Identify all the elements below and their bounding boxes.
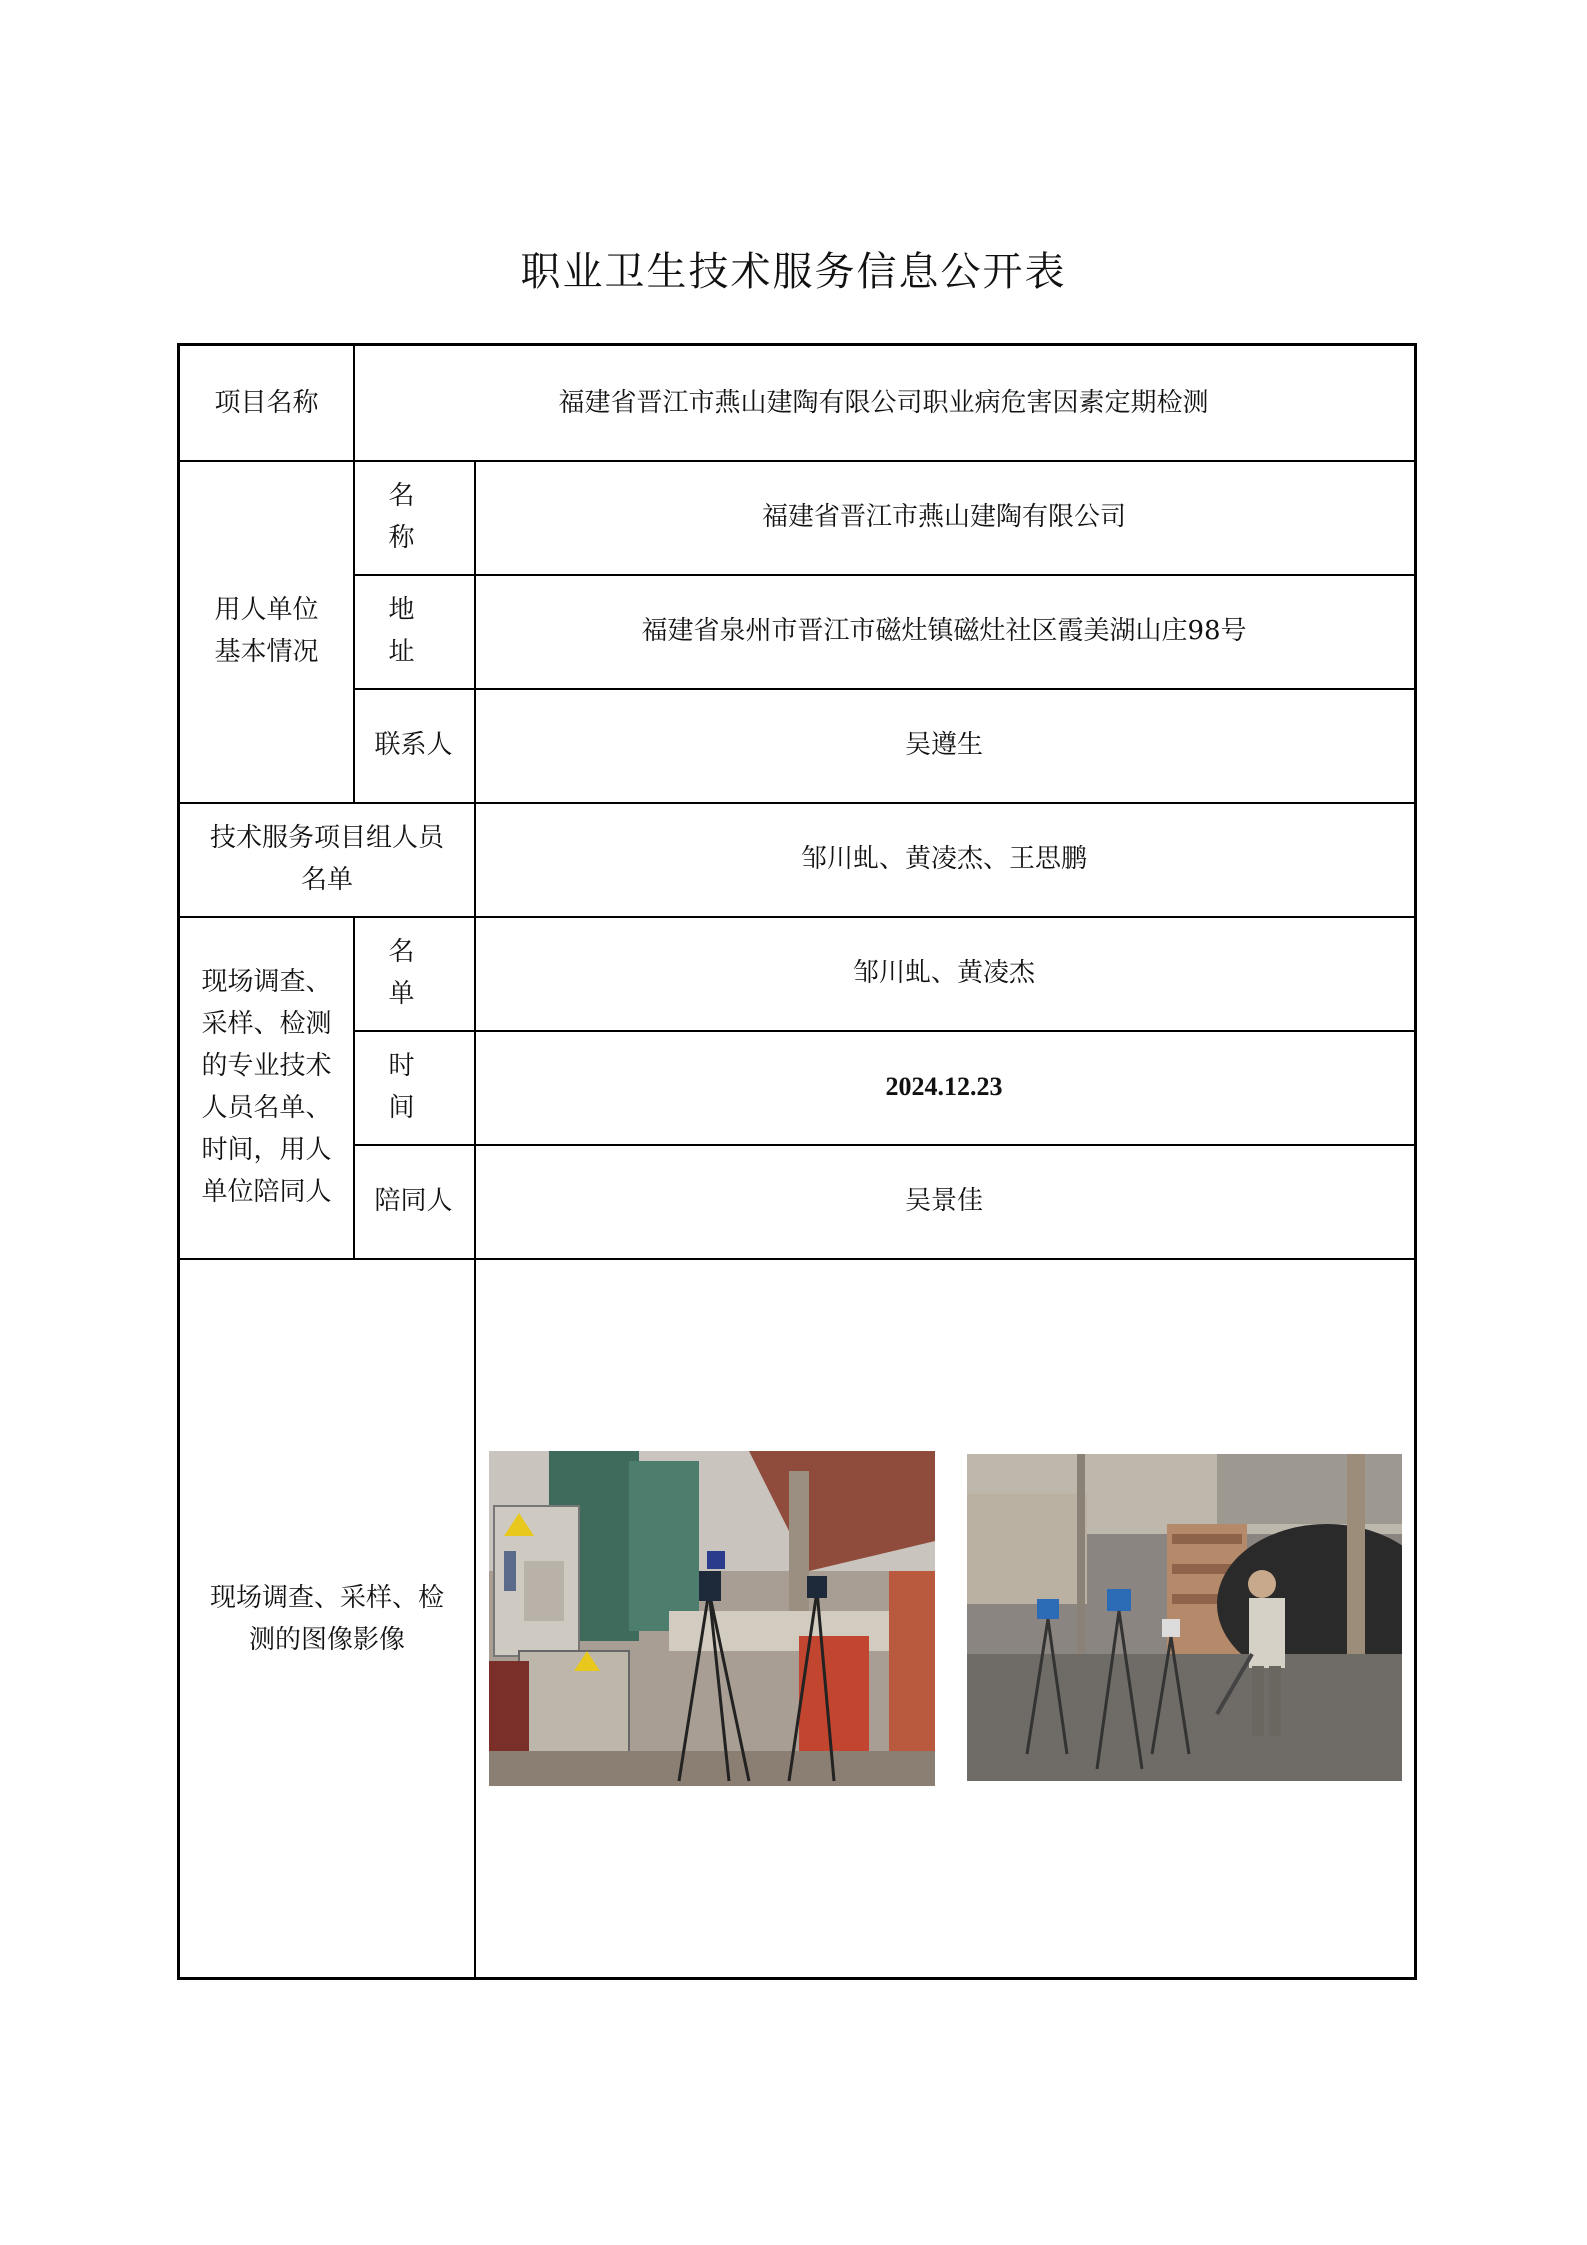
team-label — [180, 802, 474, 916]
project-name-value: 福建省晋江市燕山建陶有限公司职业病危害因素定期检测 — [558, 388, 1209, 418]
employer-section-label — [180, 460, 353, 802]
employer-name-label: 名 称 — [388, 481, 445, 553]
team-members-value: 邹川虬、黄凌杰、王思鹏 — [800, 844, 1087, 874]
survey-label-line: 采样、检测 — [201, 1009, 332, 1039]
survey-label-line: 现场调查、 — [201, 967, 332, 997]
info-table — [177, 343, 1417, 1980]
employer-name-value: 福建省晋江市燕山建陶有限公司 — [761, 502, 1126, 532]
page-title: 职业卫生技术服务信息公开表 — [520, 249, 1067, 295]
survey-list-label: 名 单 — [388, 937, 445, 1009]
site-photo-machine — [489, 1451, 935, 1786]
survey-list-value: 邹川虬、黄凌杰 — [852, 958, 1035, 988]
survey-label-line: 单位陪同人 — [201, 1177, 332, 1207]
employer-label-line: 基本情况 — [214, 637, 319, 667]
project-name-label: 项目名称 — [214, 388, 319, 418]
employer-contact-value: 吴遵生 — [904, 730, 983, 760]
survey-time-label: 时 间 — [388, 1051, 445, 1123]
survey-time-value: 2024.12.23 — [885, 1072, 1003, 1101]
team-label-line: 名单 — [300, 865, 353, 895]
site-photo-worker — [967, 1454, 1402, 1781]
employer-address-label: 地 址 — [388, 595, 445, 667]
images-label — [180, 1258, 474, 1980]
survey-section-label — [180, 916, 353, 1258]
images-label-line: 测的图像影像 — [248, 1625, 405, 1655]
survey-escort-value: 吴景佳 — [904, 1186, 983, 1216]
images-label-line: 现场调查、采样、检 — [209, 1583, 444, 1613]
survey-label-line: 人员名单、 — [201, 1093, 332, 1123]
survey-label-line: 的专业技术 — [201, 1051, 332, 1081]
employer-address-value: 福建省泉州市晋江市磁灶镇磁灶社区霞美湖山庄98号 — [641, 616, 1247, 646]
employer-contact-label: 联系人 — [374, 730, 453, 760]
survey-label-line: 时间，用人 — [201, 1135, 332, 1165]
survey-escort-label: 陪同人 — [374, 1186, 453, 1216]
team-label-line: 技术服务项目组人员 — [209, 823, 444, 853]
employer-label-line: 用人单位 — [214, 595, 319, 625]
